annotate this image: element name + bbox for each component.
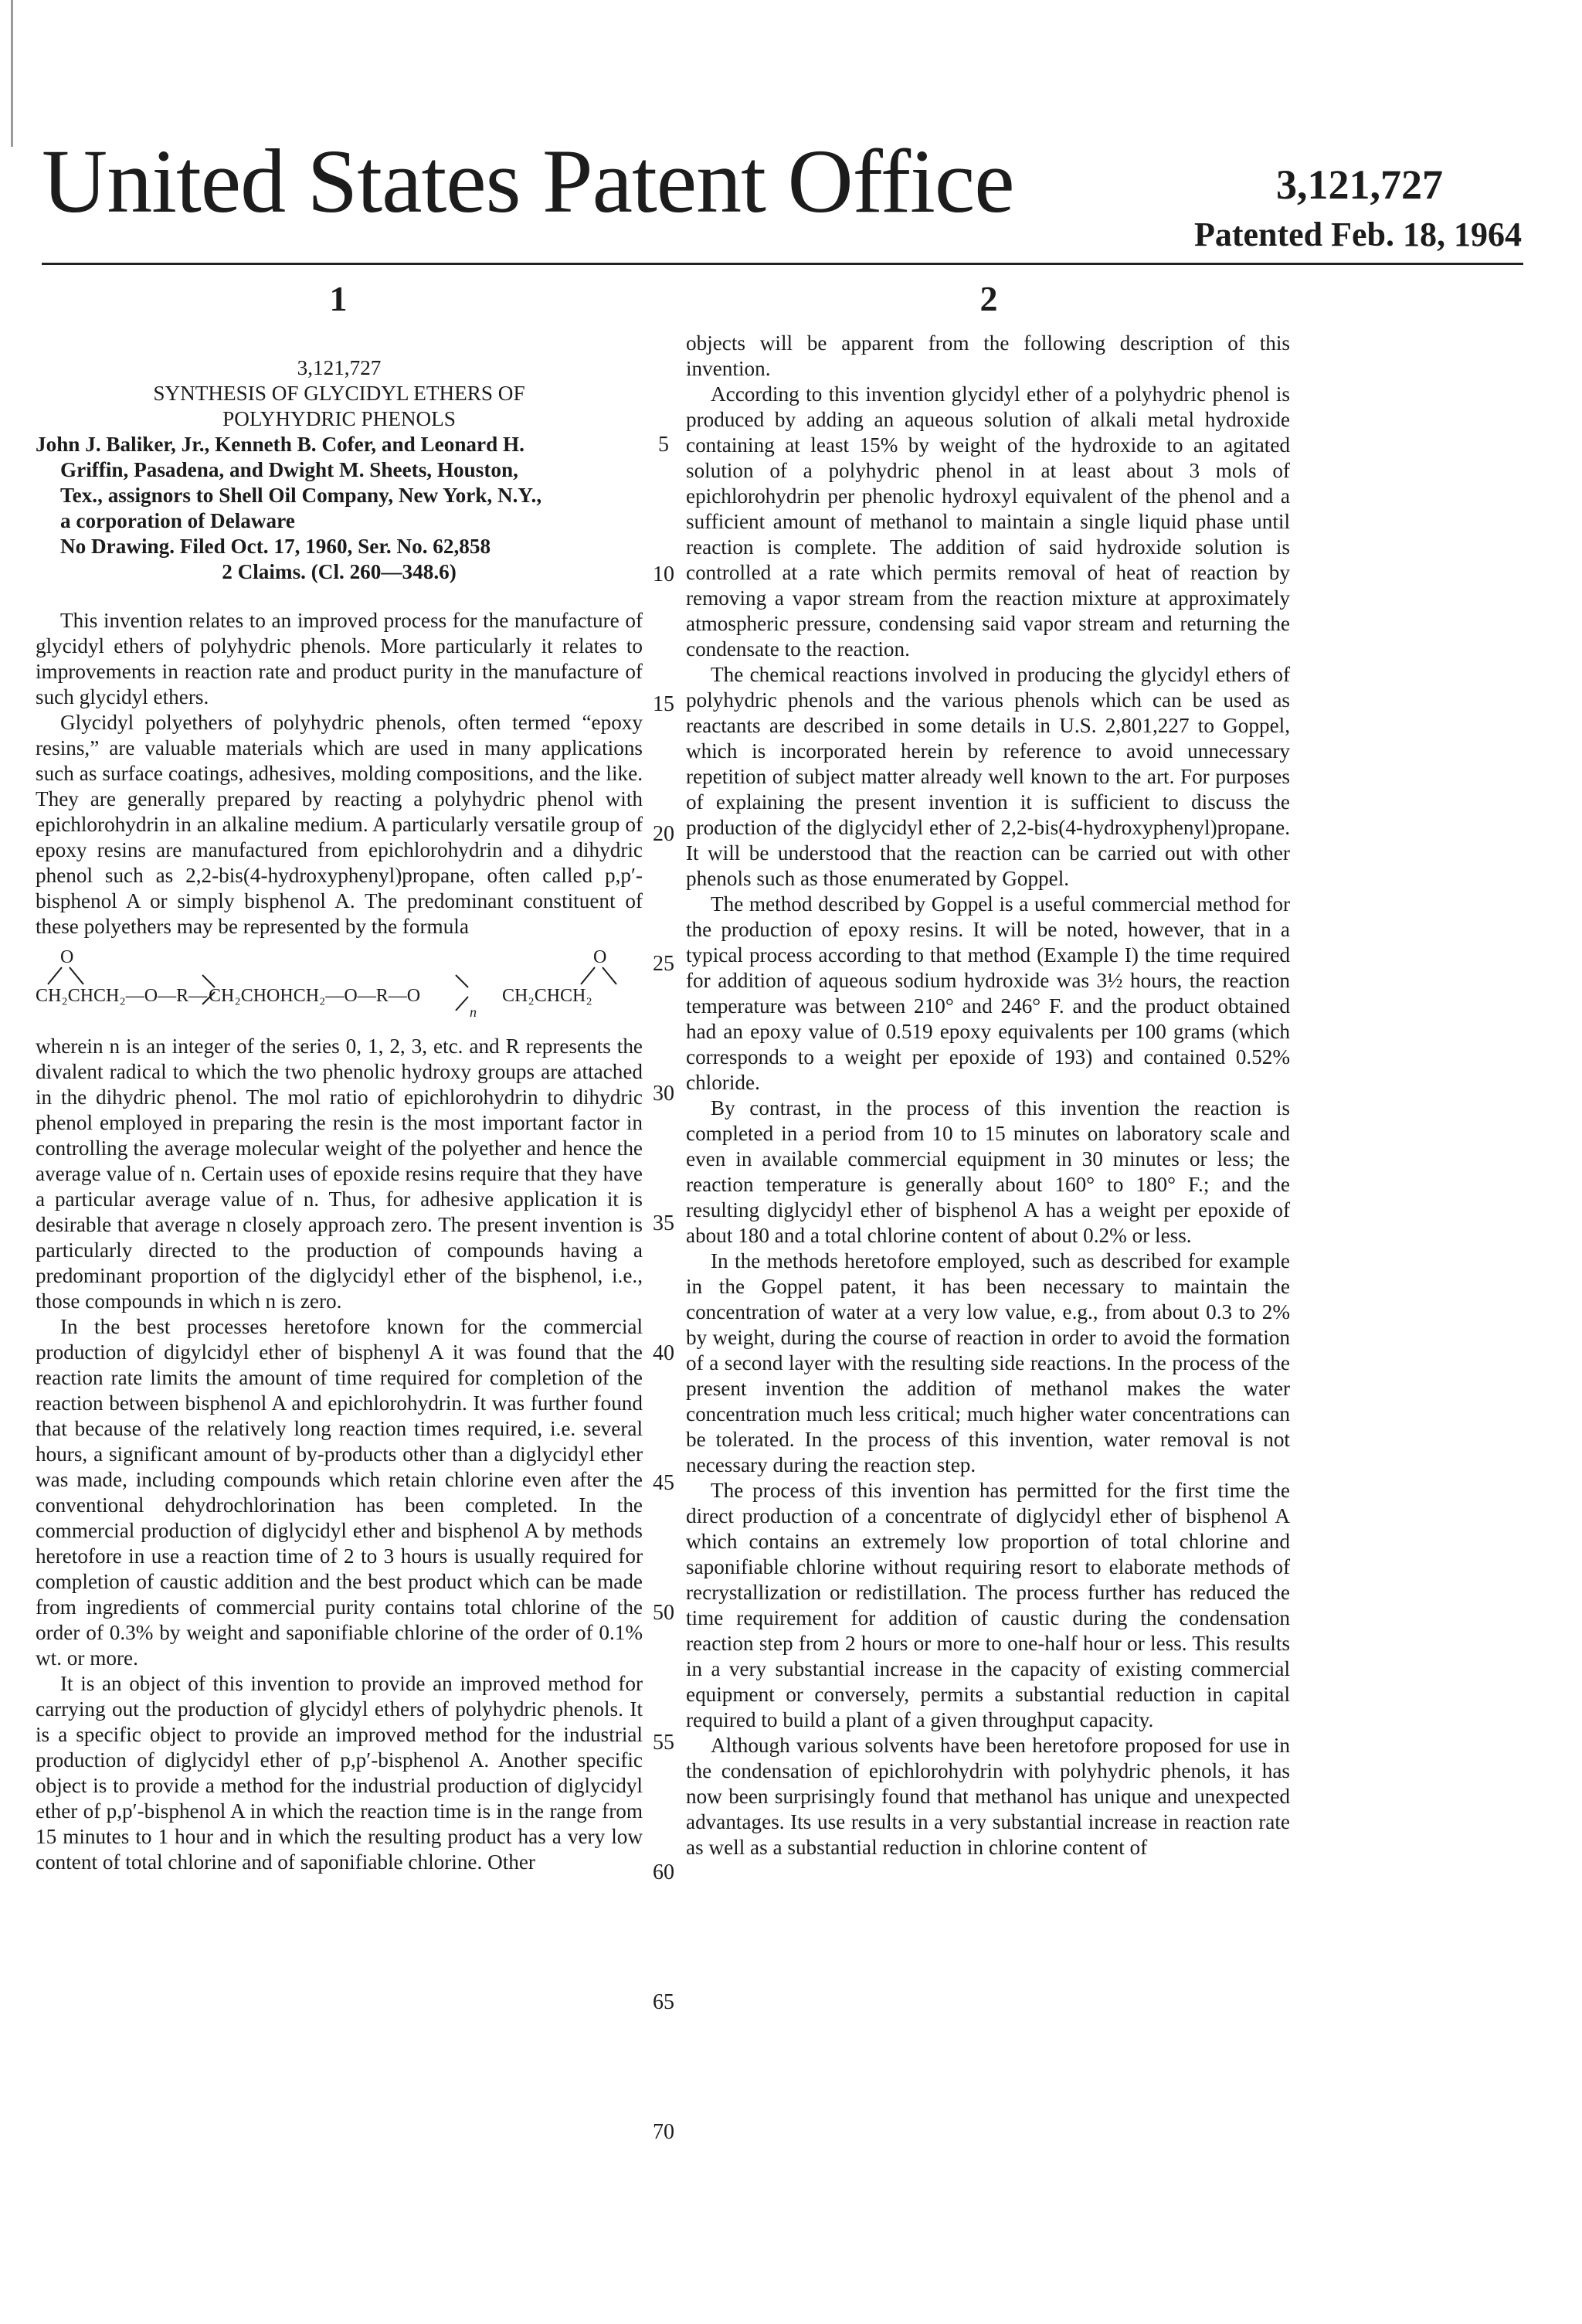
epoxide-bond	[48, 967, 62, 984]
right-paragraph-7: The process of this invention has permitted for the first time the direct production of a concentrate of diglycidyl ether of bisphenol A which contains an extremely low proportion of total chlorine and saponifiable chlorine without requiring resort to elaborate methods of recrystallization or redistillation. The process further has reduced the time requirement for addition of caustic during the condensation reaction step from 2 hours or more to one-half hour or less. This results in a very substantial increase in the capacity of existing commercial equipment or conversely, permits a substantial reduction in capital required to build a plant of a given throughput capacity.	[686, 1479, 1290, 1731]
column-number-1: 1	[329, 279, 348, 318]
right-paragraph-3: The chemical reactions involved in producing the glycidyl ethers of polyhydric phenols and the various phenols which can be used as reactants are described in some details in U.S. 2,801,227 to Goppel, which is incorporated herein by reference to avoid unnecessary repetition of subject matter already well known to the art. For purposes of explaining the present invention it is sufficient to discuss the production of the diglycidyl ether of 2,2-bis(4-hydroxyphenyl)propane. It will be understood that the reaction can be carried out with other phenols such as those enumerated by Goppel.	[686, 663, 1290, 890]
patent-number: 3,121,727	[1276, 161, 1443, 208]
right-paragraph-8: Although various solvents have been heretofore proposed for use in the condensation of epichlorohydrin with polyhydric phenols, it has now been surprisingly found that methanol has unique and unexpected advantages. Its use results in a very substantial increase in reaction rate as well as a substantial reduction in chlorine content of	[686, 1734, 1290, 1859]
formula-middle-group: CH₂CHOHCH₂—O—R—O	[209, 986, 421, 1006]
line-number: 45	[653, 1471, 674, 1495]
line-number: 40	[653, 1341, 674, 1365]
formula-oxygen-right: O	[593, 947, 607, 967]
right-paragraph-6: In the methods heretofore employed, such as described for example in the Goppel patent, it has been necessary to maintain the concentration of water at a very low value, e.g., from about 0.3 to 2% by weight, during the course of reaction in order to avoid the formation of a second layer with the resulting side reactions. In the process of the present invention the addition of methanol makes the water concentration much less critical; much higher water concentrations can be tolerated. In the process of this invention, water removal is not necessary during the reaction step.	[686, 1249, 1290, 1476]
line-number: 70	[653, 2120, 674, 2144]
formula-left-group: CH₂CHCH₂—O—R—	[36, 986, 208, 1006]
line-number: 35	[653, 1211, 674, 1235]
filing-line: No Drawing. Filed Oct. 17, 1960, Ser. No. 62,858	[60, 535, 491, 558]
line-number: 15	[653, 692, 674, 716]
right-paragraph-2: According to this invention glycidyl ether of a polyhydric phenol is produced by adding an aqueous solution of alkali metal hydroxide containing at least 15% by weight of the hydroxide to an agitated solution of a polyhydric phenol in at least about 3 mols of epichlorohydrin per phenolic hydroxyl equivalent of the phenol and a sufficient amount of methanol to maintain a single liquid phase until reaction is complete. The addition of said hydroxide solution is controlled at a rate which permits removal of heat of reaction by removing a vapor stream from the reaction mixture at approximately atmospheric pressure, condensing said vapor stream and returning the condensate to the reaction.	[686, 382, 1290, 661]
inventors-line2: Griffin, Pasadena, and Dwight M. Sheets, Houston,	[60, 458, 518, 481]
line-number: 10	[653, 562, 674, 586]
line-number: 30	[653, 1082, 674, 1106]
line-number: 20	[653, 822, 674, 846]
right-column	[686, 331, 1290, 1860]
front-patent-number: 3,121,727	[297, 356, 382, 379]
line-number: 50	[653, 1601, 674, 1625]
right-paragraph-4: The method described by Goppel is a useful commercial method for the production of epoxy resins. It will be noted, however, that in a typical process according to that method (Example I) the time required for addition of aqueous sodium hydroxide was 3½ hours, the reaction temperature was between 210° and 246° F. and the product obtained had an epoxy value of 0.519 epoxy equivalents per 100 grams (which corresponds to a weight per epoxide of 193) and contained 0.52% chloride.	[686, 892, 1290, 1094]
header-rule	[42, 263, 1523, 265]
left-column	[36, 323, 643, 1875]
formula-svg	[36, 941, 643, 1034]
right-paragraph-5: By contrast, in the process of this invention the reaction is completed in a period from 10 to 15 minutes on laboratory scale and even in available commercial equipment in 30 minutes or less; the reaction temperature is generally about 160° to 180° F.; and the resulting diglycidyl ether of bisphenol A has a weight per epoxide of about 180 and a total chlorine content of about 0.2% or less.	[686, 1096, 1290, 1247]
invention-title-line2: POLYHYDRIC PHENOLS	[222, 407, 456, 430]
left-paragraph-1: This invention relates to an improved process for the manufacture of glycidyl ethers of polyhydric phenols. More particularly it relates to improvements in reaction rate and product purity in the manufacture of such glycidyl ethers.	[36, 609, 643, 708]
inventors-line3: Tex., assignors to Shell Oil Company, New York, N.Y.,	[60, 484, 542, 507]
scan-edge-mark	[11, 0, 13, 147]
claims-line: 2 Claims. (Cl. 260—348.6)	[222, 560, 457, 583]
inventors-line4: a corporation of Delaware	[60, 509, 295, 532]
left-paragraph-5: It is an object of this invention to provide an improved method for carrying out the production of glycidyl ethers of polyhydric phenols. It is a specific object to provide an improved method for the industrial production of diglycidyl ether of p,p′-bisphenol A. Another specific object is to provide a method for the industrial production of diglycidyl ether of p,p′-bisphenol A in which the reaction time is in the range from 15 minutes to 1 hour and in which the resulting product has a very low content of total chlorine and of saponifiable chlorine. Other	[36, 1672, 643, 1874]
formula-right-group: CH₂CHCH₂	[502, 986, 592, 1006]
office-title: United States Patent Office	[42, 131, 1014, 232]
front-matter	[36, 355, 643, 585]
line-number: 65	[653, 1990, 674, 2014]
epoxide-bond	[70, 967, 83, 984]
line-number: 5	[658, 433, 669, 457]
line-number: 25	[653, 952, 674, 976]
line-number: 60	[653, 1860, 674, 1884]
left-paragraph-2: Glycidyl polyethers of polyhydric phenols, often termed “epoxy resins,” are valuable materials which are used in many applications such as surface coatings, adhesives, molding compositions, and the like. They are generally prepared by reacting a polyhydric phenol with epichlorohydrin in an alkaline medium. A particularly versatile group of epoxy resins are manufactured from epichlorohydrin and a dihydric phenol such as 2,2-bis(4-hydroxyphenyl)propane, often called p,p′-bisphenol A or simply bisphenol A. The predominant constituent of these polyethers may be represented by the formula	[36, 711, 643, 938]
right-paragraph-1: objects will be apparent from the following description of this invention.	[686, 331, 1290, 380]
line-number: 55	[653, 1731, 674, 1755]
epoxide-bond	[581, 967, 595, 984]
column-number-2: 2	[979, 279, 998, 318]
bracket-stroke	[456, 975, 468, 987]
left-paragraph-3: wherein n is an integer of the series 0, 1, 2, 3, etc. and R represents the divalent radical to which the two phenolic hydroxy groups are attached in the dihydric phenol. The mol ratio of epichlorohydrin to dihydric phenol employed in preparing the resin is the most important factor in controlling the average molecular weight of the polyether and hence the average value of n. Certain uses of epoxide resins require that they have a particular average value of n. Thus, for adhesive application it is desirable that average n closely approach zero. The present invention is particularly directed to the production of compounds having a predominant proportion of the diglycidyl ether of the bisphenol, i.e., those compounds in which n is zero.	[36, 1035, 643, 1313]
formula-oxygen-left: O	[60, 947, 74, 967]
inventors-line1: John J. Baliker, Jr., Kenneth B. Cofer, and Leonard H.	[36, 433, 525, 456]
formula-subscript: n	[470, 1004, 477, 1020]
invention-title-line1: SYNTHESIS OF GLYCIDYL ETHERS OF	[153, 382, 525, 405]
chemical-formula	[36, 941, 643, 1034]
bracket-stroke	[456, 997, 468, 1011]
left-paragraph-4: In the best processes heretofore known for the commercial production of digylcidyl ether of bisphenyl A it was found that the reaction rate limits the amount of time required for completion of the reaction between bisphenol A and epichlorohydrin. It was further found that because of the relatively long reaction times required, i.e. several hours, a significant amount of by-products other than a diglycidyl ether was made, including compounds which retain chlorine even after the conventional dehydrochlorination has been completed. In the commercial production of diglycidyl ether and bisphenol A by methods heretofore in use a reaction time of 2 to 3 hours is usually required for completion of caustic addition and the best product which can be made from ingredients of commercial purity contains total chlorine of the order of 0.3% by weight and saponifiable chlorine of the order of 0.1% wt. or more.	[36, 1315, 643, 1670]
patented-date: Patented Feb. 18, 1964	[1193, 216, 1522, 253]
epoxide-bond	[603, 967, 616, 984]
